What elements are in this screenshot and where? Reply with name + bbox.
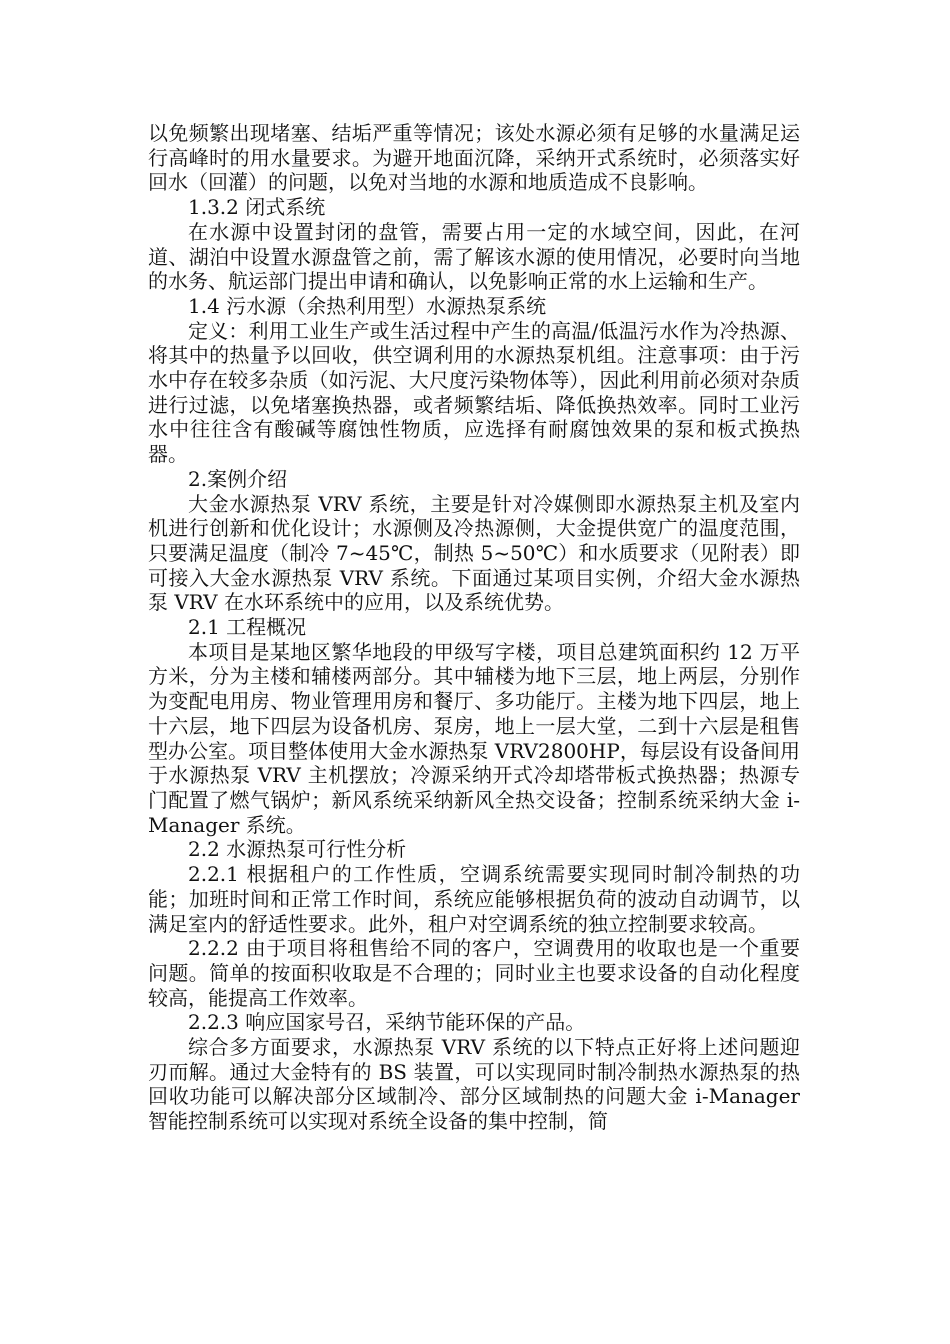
paragraph-summary: 综合多方面要求，水源热泵 VRV 系统的以下特点正好将上述问题迎刃而解。通过大金特有的 BS 装置，可以实现同时制冷制热水源热泵的热回收功能可以解决部分区域制冷、部分区域制热的问题大金 i-Manager 智能控制系统可以实现对系统全设备的集中控制，简	[148, 1035, 800, 1134]
paragraph-daikin-vrv-system: 大金水源热泵 VRV 系统，主要是针对冷媒侧即水源热泵主机及室内机进行创新和优化设计；水源侧及冷热源侧，大金提供宽广的温度范围，只要满足温度（制冷 7~45℃，制热 5~50℃）和水质要求（见附表）即可接入大金水源热泵 VRV 系统。下面通过某项目实例，介绍大金水源热泵 VRV 在水环系统中的应用，以及系统优势。	[148, 491, 800, 615]
heading-1-3-2-closed-system: 1.3.2 闭式系统	[188, 195, 326, 220]
paragraph-2-2-2: 2.2.2 由于项目将租售给不同的客户，空调费用的收取也是一个重要问题。简单的按面积收取是不合理的；同时业主也要求设备的自动化程度较高，能提高工作效率。	[148, 936, 800, 1010]
heading-2-2-feasibility-analysis: 2.2 水源热泵可行性分析	[188, 837, 407, 862]
paragraph-2-2-1: 2.2.1 根据租户的工作性质，空调系统需要实现同时制冷制热的功能；加班时间和正常工作时间，系统应能够根据负荷的波动自动调节，以满足室内的舒适性要求。此外，租户对空调系统的独立控制要求较高。	[148, 862, 800, 936]
paragraph-water-source-open-system-notes: 以免频繁出现堵塞、结垢严重等情况；该处水源必须有足够的水量满足运行高峰时的用水量要求。为避开地面沉降，采纳开式系统时，必须落实好回水（回灌）的问题，以免对当地的水源和地质造成不良影响。	[148, 121, 800, 195]
document-body	[148, 121, 800, 1134]
paragraph-project-overview: 本项目是某地区繁华地段的甲级写字楼，项目总建筑面积约 12 万平方米，分为主楼和辅楼两部分。其中辅楼为地下三层，地上两层，分别作为变配电用房、物业管理用房和餐厅、多功能厅。主楼为地下四层，地上十六层，地下四层为设备机房、泵房，地上一层大堂，二到十六层是租售型办公室。项目整体使用大金水源热泵 VRV2800HP，每层设有设备间用于水源热泵 VRV 主机摆放；冷源采纳开式冷却塔带板式换热器；热源专门配置了燃气锅炉；新风系统采纳新风全热交设备；控制系统采纳大金 i-Manager 系统。	[148, 639, 800, 837]
heading-2-1-project-overview: 2.1 工程概况	[188, 615, 307, 640]
heading-2-case-introduction: 2.案例介绍	[188, 466, 288, 491]
paragraph-sewage-source-definition: 定义：利用工业生产或生活过程中产生的高温/低温污水作为冷热源、将其中的热量予以回收，供空调利用的水源热泵机组。注意事项：由于污水中存在较多杂质（如污泥、大尺度污染物体等），因此利用前必须对杂质进行过滤，以免堵塞换热器，或者频繁结垢、降低换热效率。同时工业污水中往往含有酸碱等腐蚀性物质，应选择有耐腐蚀效果的泵和板式换热器。	[148, 318, 800, 467]
heading-1-4-sewage-source: 1.4 污水源（余热利用型）水源热泵系统	[188, 293, 547, 318]
paragraph-2-2-3: 2.2.3 响应国家号召，采纳节能环保的产品。	[188, 1010, 586, 1035]
paragraph-closed-system: 在水源中设置封闭的盘管，需要占用一定的水域空间，因此，在河道、湖泊中设置水源盘管之前，需了解该水源的使用情况，必要时向当地的水务、航运部门提出申请和确认，以免影响正常的水上运输和生产。	[148, 219, 800, 294]
